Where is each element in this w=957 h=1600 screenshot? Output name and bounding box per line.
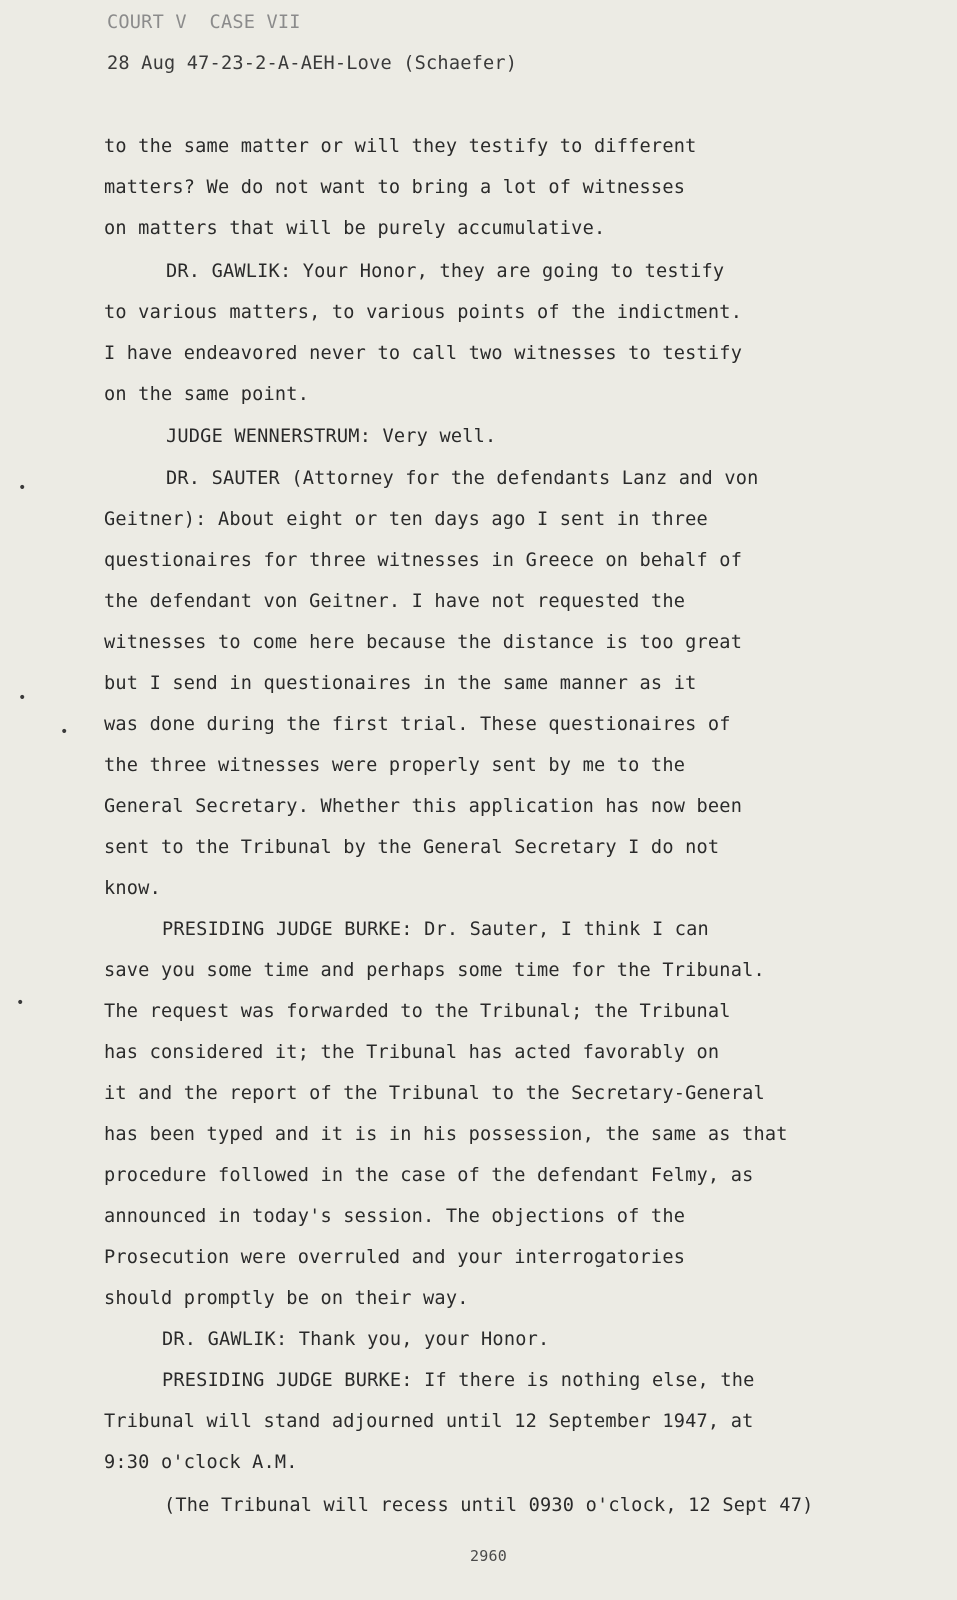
text-line: Geitner): About eight or ten days ago I sent in three [104,509,708,530]
text-line: has considered it; the Tribunal has acted favorably on [104,1042,720,1063]
text-line: Tribunal will stand adjourned until 12 September 1947, at [104,1411,754,1432]
text-line: save you some time and perhaps some time for the Tribunal. [104,960,765,981]
speaker-paragraph: PRESIDING JUDGE BURKE: Dr. Sauter, I think I can [162,919,709,940]
margin-mark: • [18,480,27,496]
text-line: Prosecution were overruled and your interrogatories [104,1247,686,1268]
text-line: General Secretary. Whether this application has now been [104,796,743,817]
speaker-paragraph: DR. GAWLIK: Thank you, your Honor. [162,1329,550,1350]
margin-mark: • [16,995,25,1011]
text-line: 9:30 o'clock A.M. [104,1452,298,1473]
text-line: know. [104,878,161,899]
text-line: announced in today's session. The objections of the [104,1206,686,1227]
text-line: was done during the first trial. These questionaires of [104,714,731,735]
speaker-paragraph: PRESIDING JUDGE BURKE: If there is nothing else, the [162,1370,755,1391]
text-line: I have endeavored never to call two witnesses to testify [104,343,743,364]
text-line: to various matters, to various points of the indictment. [104,302,743,323]
session-line: 28 Aug 47-23-2-A-AEH-Love (Schaefer) [107,53,518,74]
speaker-paragraph: DR. GAWLIK: Your Honor, they are going to testify [166,261,725,282]
text-line: witnesses to come here because the distance is too great [104,632,743,653]
court-case-header: COURT V CASE VII [107,12,301,33]
recess-note: (The Tribunal will recess until 0930 o'clock, 12 Sept 47) [164,1495,814,1516]
margin-mark: • [18,690,27,706]
text-line: should promptly be on their way. [104,1288,469,1309]
text-line: it and the report of the Tribunal to the Secretary-General [104,1083,765,1104]
text-line: on matters that will be purely accumulative. [104,218,606,239]
text-line: The request was forwarded to the Tribunal; the Tribunal [104,1001,731,1022]
text-line: sent to the Tribunal by the General Secretary I do not [104,837,720,858]
margin-mark: • [60,724,69,740]
speaker-paragraph: DR. SAUTER (Attorney for the defendants Lanz and von [166,468,759,489]
text-line: procedure followed in the case of the defendant Felmy, as [104,1165,754,1186]
text-line: the defendant von Geitner. I have not requested the [104,591,686,612]
text-line: the three witnesses were properly sent by me to the [104,755,686,776]
text-line: has been typed and it is in his possession, the same as that [104,1124,788,1145]
text-line: questionaires for three witnesses in Greece on behalf of [104,550,743,571]
text-line: to the same matter or will they testify to different [104,136,697,157]
page-number: 2960 [470,1547,507,1565]
text-line: on the same point. [104,384,310,405]
text-line: but I send in questionaires in the same manner as it [104,673,697,694]
speaker-paragraph: JUDGE WENNERSTRUM: Very well. [166,426,497,447]
text-line: matters? We do not want to bring a lot of witnesses [104,177,686,198]
